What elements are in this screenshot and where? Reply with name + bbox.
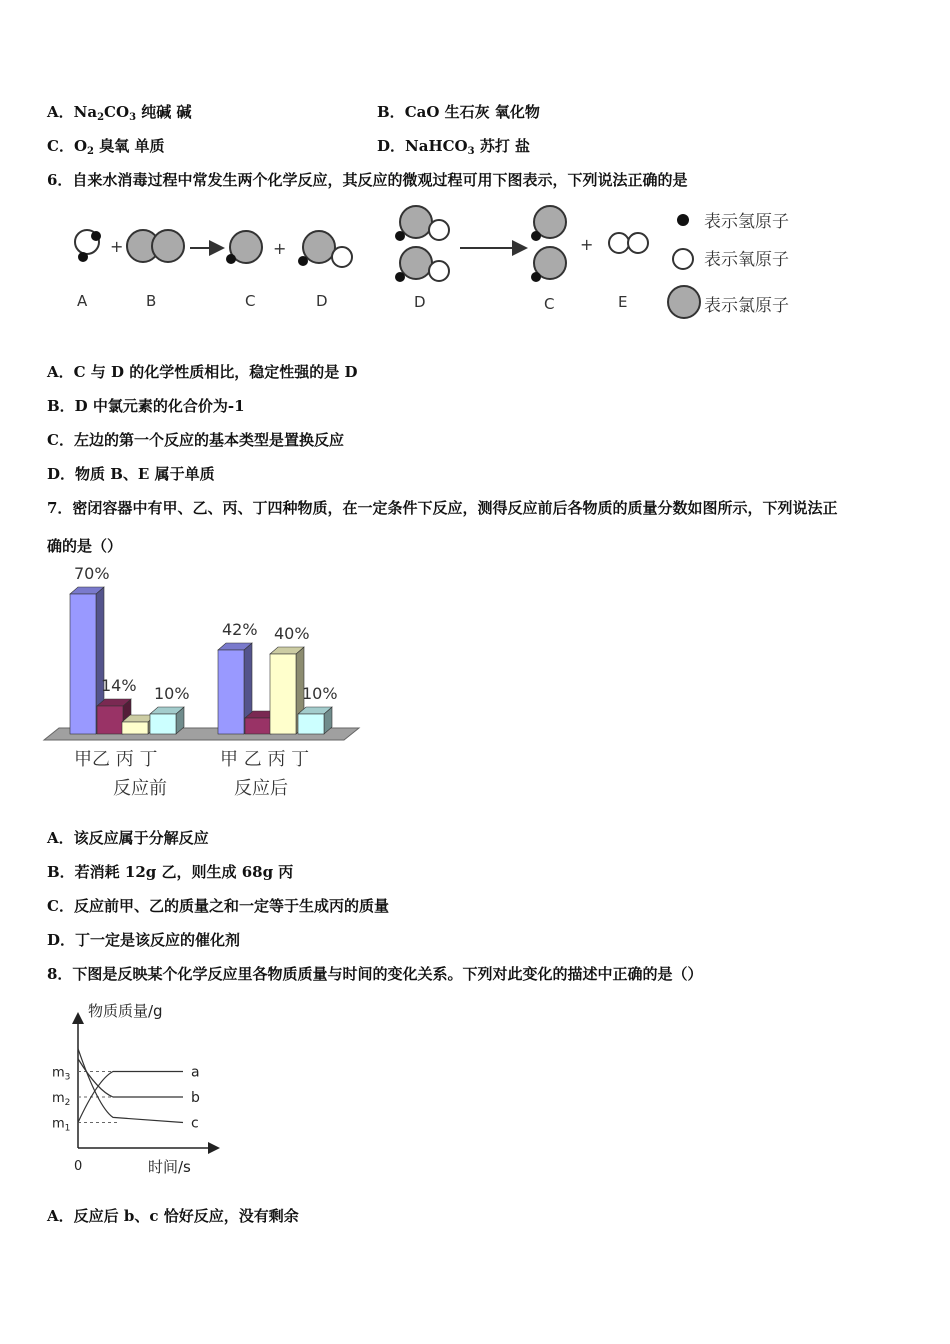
q6-reaction-diagram <box>60 196 810 326</box>
series-line-b <box>78 1059 183 1097</box>
legend-chlorine-icon <box>668 286 700 318</box>
data-label: 10% <box>302 684 338 703</box>
q6-option-b: B．D 中氯元素的化合价为-1 <box>47 397 245 415</box>
label-e: E <box>618 293 628 311</box>
origin-label: 0 <box>74 1159 83 1174</box>
y-tick-label: $m_2$ <box>52 1091 71 1108</box>
q7-option-b: B．若消耗 12g 乙，则生成 68g 丙 <box>47 863 294 881</box>
y-tick-label: $m_1$ <box>52 1116 71 1134</box>
axis-categories-before: 甲乙 丙 丁 <box>74 749 158 770</box>
q8-stem: 8．下图是反映某个化学反应里各物质质量与时间的变化关系。下列对此变化的描述中正确的是（） <box>47 965 703 983</box>
q6-option-c: C．左边的第一个反应的基本类型是置换反应 <box>47 431 344 449</box>
data-label: 42% <box>222 620 258 639</box>
legend-oxygen-icon <box>673 249 693 269</box>
q5-option-c: C．$O_2$ 臭氧 单质 <box>47 137 165 157</box>
molecule-d-1 <box>298 231 352 267</box>
molecule-a <box>75 230 101 262</box>
q6-stem: 6．自来水消毒过程中常发生两个化学反应，其反应的微观过程可用下图表示，下列说法正确的是 <box>47 171 688 189</box>
molecule-d-2b <box>395 247 449 282</box>
molecule-c-2b <box>531 247 566 282</box>
q7-bar-chart <box>44 564 364 804</box>
x-axis-label: 时间/s <box>148 1158 191 1176</box>
plus-sign-2: + <box>273 239 287 258</box>
q7-stem-line2: 确的是（） <box>47 537 123 555</box>
molecule-b <box>127 230 184 262</box>
axis-categories-after: 甲 乙 丙 丁 <box>220 749 310 770</box>
legend-oxygen-label: 表示氧原子 <box>704 250 789 270</box>
plus-sign-1: + <box>110 237 124 256</box>
series-label-a: a <box>191 1064 200 1081</box>
series-label-c: c <box>191 1115 199 1132</box>
y-tick-label: $m_3$ <box>52 1065 71 1083</box>
q7-option-a: A．该反应属于分解反应 <box>47 829 209 847</box>
q8-line-chart <box>50 998 230 1183</box>
q5-option-a: A．$Na_2CO_3$ 纯碱 碱 <box>47 103 192 123</box>
label-c-2: C <box>544 295 555 313</box>
q6-option-d: D．物质 B、E 属于单质 <box>47 465 215 483</box>
bar-before-3 <box>150 707 184 734</box>
molecule-d-2a <box>395 206 449 241</box>
legend-hydrogen-icon <box>677 214 689 226</box>
group-label-after: 反应后 <box>234 778 288 799</box>
q7-option-d: D．丁一定是该反应的催化剂 <box>47 931 241 949</box>
plus-sign-3: + <box>580 235 594 254</box>
y-axis-label: 物质质量/g <box>88 1002 163 1020</box>
q6-option-a: A．C 与 D 的化学性质相比，稳定性强的是 D <box>47 363 358 381</box>
molecule-c-2a <box>531 206 566 241</box>
data-label: 14% <box>101 676 137 695</box>
label-c-1: C <box>245 292 256 310</box>
legend-hydrogen-label: 表示氢原子 <box>704 212 789 232</box>
molecule-c-1 <box>226 231 262 264</box>
data-label: 40% <box>274 624 310 643</box>
legend-chlorine-label: 表示氯原子 <box>704 296 789 316</box>
molecule-e <box>609 233 648 253</box>
label-d-2: D <box>414 293 426 311</box>
q7-option-c: C．反应前甲、乙的质量之和一定等于生成丙的质量 <box>47 897 389 915</box>
label-a: A <box>77 292 88 310</box>
label-d-1: D <box>316 292 328 310</box>
q5-option-d: D．NaHCO$_3$ 苏打 盐 <box>377 137 531 157</box>
q8-option-a: A．反应后 b、c 恰好反应，没有剩余 <box>47 1207 299 1225</box>
group-label-before: 反应前 <box>113 778 167 799</box>
q5-option-b: B．CaO 生石灰 氧化物 <box>377 103 540 121</box>
q7-stem-line1: 7．密闭容器中有甲、乙、丙、丁四种物质，在一定条件下反应，测得反应前后各物质的质量分数如图所示，下列说法正 <box>47 499 838 517</box>
series-line-c <box>78 1049 183 1123</box>
bar-after-3 <box>298 707 332 734</box>
data-label: 10% <box>154 684 190 703</box>
data-label: 70% <box>74 564 110 583</box>
series-label-b: b <box>191 1090 200 1106</box>
label-b: B <box>146 292 157 310</box>
